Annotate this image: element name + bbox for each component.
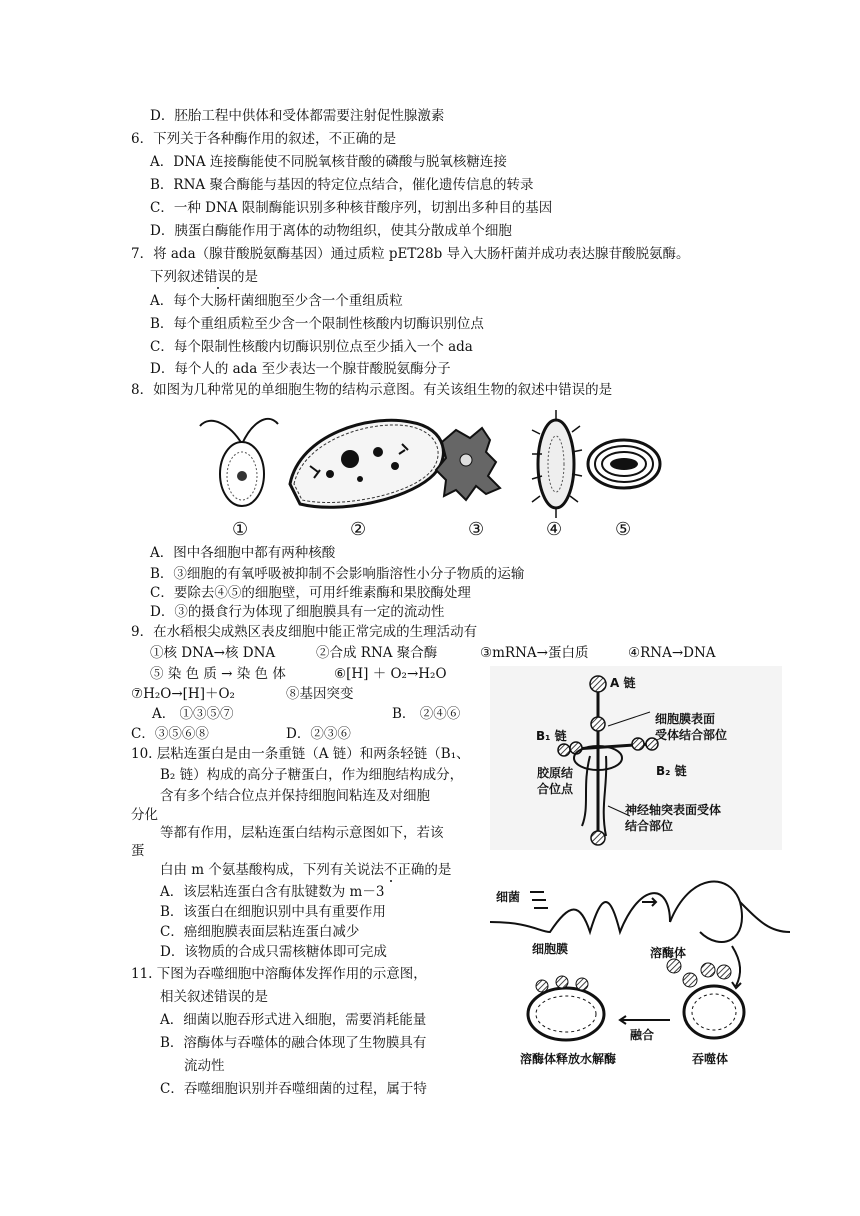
- q8-option-a: A．图中各细胞中都有两种核酸: [150, 545, 336, 561]
- question-7: 7．将 ada（腺苷酸脱氨酶基因）通过质粒 pET28b 导入大肠杆菌并成功表达腺苷酸脱氨酶。: [131, 246, 690, 262]
- q9-option-d: D．②③⑥: [286, 726, 351, 742]
- q9-item-4: ④RNA→DNA: [628, 645, 716, 661]
- bacterium-drawing: [532, 410, 582, 518]
- question-10-line6: 蛋: [131, 843, 145, 859]
- fig8-label-2: ②: [350, 519, 367, 540]
- q9-option-a: A． ①③⑤⑦: [152, 706, 234, 722]
- q11-option-a: A．细菌以胞吞形式进入细胞，需要消耗能量: [160, 1012, 427, 1028]
- question-11: 11. 下图为吞噬细胞中溶酶体发挥作用的示意图，: [131, 966, 427, 982]
- q9-item-5: ⑤ 染 色 质 → 染 色 体: [150, 666, 286, 682]
- q9-item-6: ⑥[H] ＋ O₂→H₂O: [334, 666, 447, 682]
- paramecium-drawing: [290, 420, 443, 507]
- q10-option-a: A．该层粘连蛋白含有肽键数为 m－3: [160, 884, 385, 900]
- fig11-phagosome-label: 吞噬体: [692, 1052, 729, 1066]
- q6-option-c: C．一种 DNA 限制酶能识别多种核苷酸序列，切割出多种目的基因: [150, 200, 553, 216]
- fig11-fusion-label: 融合: [630, 1028, 655, 1042]
- amoeba-drawing: [436, 428, 500, 500]
- fig8-label-5: ⑤: [615, 519, 632, 540]
- q9-option-c: C．③⑤⑥⑧: [131, 726, 209, 742]
- fig10-collagen-label-2: 合位点: [537, 782, 574, 796]
- question-10-line4: 分化: [131, 807, 158, 823]
- fig8-label-3: ③: [468, 519, 485, 540]
- q9-item-7: ⑦H₂O→[H]＋O₂: [131, 686, 235, 702]
- q11-option-b-cont: 流动性: [184, 1058, 225, 1074]
- single-cell-organisms-figure: [190, 404, 680, 542]
- question-10-line3: 含有多个结合位点并保持细胞间粘连及对细胞: [160, 788, 430, 804]
- q8-option-b: B．③细胞的有氧呼吸被抑制不会影响脂溶性小分子物质的运输: [150, 566, 525, 582]
- fig8-label-4: ④: [546, 519, 563, 540]
- fig10-neuro-label-2: 结合部位: [625, 819, 674, 833]
- q5-option-d: D．胚胎工程中供体和受体都需要注射促性腺激素: [150, 108, 445, 124]
- q7-option-b: B．每个重组质粒至少含一个限制性核酸内切酶识别位点: [150, 316, 484, 332]
- fig10-a-chain-label: A 链: [610, 676, 636, 690]
- question-9: 9．在水稻根尖成熟区表皮细胞中能正常完成的生理活动有: [131, 624, 478, 640]
- question-8: 8．如图为几种常见的单细胞生物的结构示意图。有关该组生物的叙述中错误的是: [131, 382, 613, 398]
- fig8-label-1: ①: [232, 519, 249, 540]
- q8-option-c: C．要除去④⑤的细胞壁，可用纤维素酶和果胶酶处理: [150, 585, 471, 601]
- q10-emphasis: 不: [383, 862, 398, 878]
- q7-option-d: D．每个人的 ada 至少表达一个腺苷酸脱氨酶分子: [150, 361, 451, 377]
- question-7-cont: [150, 268, 258, 286]
- fig10-neuro-label-1: 神经轴突表面受体: [625, 803, 722, 817]
- question-10-line7: [160, 861, 451, 879]
- q8-option-d: D．③的摄食行为体现了细胞膜具有一定的流动性: [150, 604, 445, 620]
- fig10-receptor-label-2: 受体结合部位: [655, 728, 728, 742]
- q10-text-post: 正确的是: [397, 862, 452, 878]
- q6-option-d: D．胰蛋白酶能作用于离体的动物组织，使其分散成单个细胞: [150, 223, 512, 239]
- q7-emphasis: 错误: [204, 269, 231, 285]
- q10-option-d: D．该物质的合成只需核糖体即可完成: [160, 944, 387, 960]
- q11-option-c: C．吞噬细胞识别并吞噬细菌的过程，属于特: [160, 1081, 427, 1097]
- q10-option-b: B．该蛋白在细胞识别中具有重要作用: [160, 904, 386, 920]
- q7-text-pre: 下列叙述: [150, 269, 204, 285]
- fig11-lysosome-label: 溶酶体: [650, 946, 687, 960]
- q7-option-a: A．每个大肠杆菌细胞至少含一个重组质粒: [150, 293, 403, 309]
- cyanobacterium-drawing: [588, 440, 660, 488]
- q10-text-pre: 白由 m 个氨基酸构成，下列有关说法: [160, 862, 384, 878]
- q11-option-b: B．溶酶体与吞噬体的融合体现了生物膜具有: [160, 1035, 427, 1051]
- fig11-release-label: 溶酶体释放水解酶: [520, 1052, 617, 1066]
- question-10: 10. 层粘连蛋白是由一条重链（A 链）和两条轻链（B₁、: [131, 746, 470, 762]
- q6-option-a: A．DNA 连接酶能使不同脱氧核苷酸的磷酸与脱氧核糖连接: [150, 154, 507, 170]
- q9-option-b: B． ②④⑥: [392, 706, 461, 722]
- q7-option-c: C．每个限制性核酸内切酶识别位点至少插入一个 ada: [150, 339, 473, 355]
- question-10-line2: B₂ 链）构成的高分子糖蛋白，作为细胞结构成分，: [160, 767, 464, 783]
- q9-item-1: ①核 DNA→核 DNA: [150, 645, 276, 661]
- fig11-membrane-label: 细胞膜: [532, 942, 569, 956]
- q9-item-2: ②合成 RNA 聚合酶: [316, 645, 438, 661]
- question-6: 6．下列关于各种酶作用的叙述，不正确的是: [131, 131, 397, 147]
- chlamydomonas-drawing: [200, 419, 278, 506]
- q7-text-post: 的是: [231, 269, 258, 285]
- q6-option-b: B．RNA 聚合酶能与基因的特定位点结合，催化遗传信息的转录: [150, 177, 534, 193]
- fig10-receptor-label-1: 细胞膜表面: [655, 712, 716, 726]
- fig10-b2-label: B₂ 链: [656, 764, 687, 778]
- q9-item-3: ③mRNA→蛋白质: [480, 645, 589, 661]
- fig10-b1-label: B₁ 链: [536, 729, 567, 743]
- q10-option-c: C．癌细胞膜表面层粘连蛋白减少: [160, 924, 360, 940]
- question-10-line5: 等都有作用，层粘连蛋白结构示意图如下，若该: [160, 825, 444, 841]
- fig11-bacteria-label: 细菌: [496, 890, 521, 904]
- fig10-collagen-label-1: 胶原结: [537, 766, 574, 780]
- q9-item-8: ⑧基因突变: [286, 686, 354, 702]
- question-11-line2: 相关叙述错误的是: [160, 989, 268, 1005]
